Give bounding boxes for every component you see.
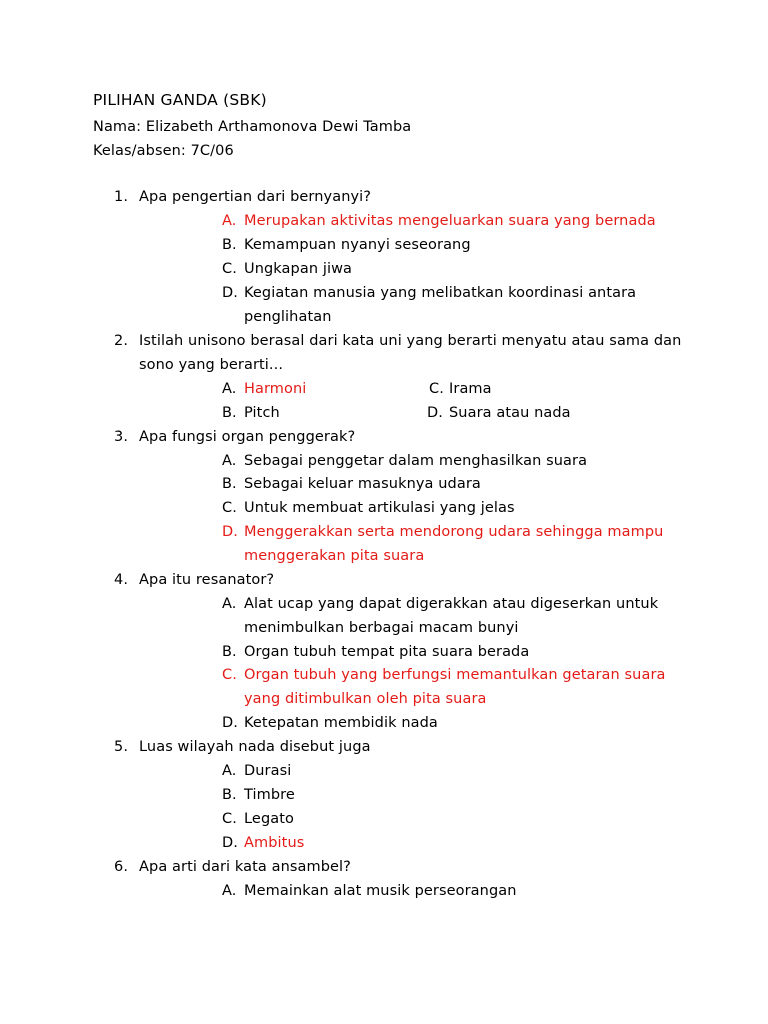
option-letter: A. xyxy=(222,213,237,229)
option-letter: B. xyxy=(222,476,237,492)
option-letter: A. xyxy=(222,381,237,397)
question-number: 3. xyxy=(114,429,129,445)
option-text: Sebagai penggetar dalam menghasilkan suara xyxy=(244,453,588,469)
option-letter: B. xyxy=(222,644,237,660)
option-text: Untuk membuat artikulasi yang jelas xyxy=(244,500,515,516)
option-letter: C. xyxy=(222,500,237,516)
option-letter: A. xyxy=(222,596,237,612)
option-text: Timbre xyxy=(244,787,295,803)
option-letter: D. xyxy=(222,835,238,851)
option-text-continued: penglihatan xyxy=(244,309,332,325)
student-class: Kelas/absen: 7C/06 xyxy=(93,143,234,159)
option-letter: B. xyxy=(222,237,237,253)
option-text-correct: Menggerakkan serta mendorong udara sehingga mampu xyxy=(244,524,664,540)
question-text: Apa pengertian dari bernyanyi? xyxy=(139,189,372,205)
option-letter: C. xyxy=(429,381,444,397)
option-letter: C. xyxy=(222,667,237,683)
option-text: Kemampuan nyanyi seseorang xyxy=(244,237,471,253)
question-text: Istilah unisono berasal dari kata uni yang berarti menyatu atau sama dan xyxy=(139,333,682,349)
question-number: 6. xyxy=(114,859,129,875)
question-number: 2. xyxy=(114,333,129,349)
question-text: Apa fungsi organ penggerak? xyxy=(139,429,356,445)
option-text: Pitch xyxy=(244,405,280,421)
option-text: Suara atau nada xyxy=(449,405,571,421)
student-name: Nama: Elizabeth Arthamonova Dewi Tamba xyxy=(93,119,412,135)
option-text-correct: Organ tubuh yang berfungsi memantulkan getaran suara xyxy=(244,667,666,683)
option-text: Irama xyxy=(449,381,492,397)
option-text-correct: Ambitus xyxy=(244,835,305,851)
option-letter: C. xyxy=(222,261,237,277)
option-text: Kegiatan manusia yang melibatkan koordinasi antara xyxy=(244,285,637,301)
question-text-continued: sono yang berarti... xyxy=(139,357,284,373)
option-text: Legato xyxy=(244,811,294,827)
option-text: Alat ucap yang dapat digerakkan atau digeserkan untuk xyxy=(244,596,659,612)
option-text-continued: menimbulkan berbagai macam bunyi xyxy=(244,620,519,636)
question-text: Luas wilayah nada disebut juga xyxy=(139,739,371,755)
option-letter: A. xyxy=(222,763,237,779)
option-text: Durasi xyxy=(244,763,292,779)
option-letter: B. xyxy=(222,405,237,421)
doc-title: PILIHAN GANDA (SBK) xyxy=(93,91,267,109)
option-letter: D. xyxy=(222,715,238,731)
option-text: Ungkapan jiwa xyxy=(244,261,353,277)
option-text-continued: menggerakan pita suara xyxy=(244,548,425,564)
option-letter: D. xyxy=(427,405,443,421)
question-text: Apa itu resanator? xyxy=(139,572,275,588)
option-letter: A. xyxy=(222,453,237,469)
question-text: Apa arti dari kata ansambel? xyxy=(139,859,351,875)
option-text: Memainkan alat musik perseorangan xyxy=(244,883,517,899)
option-text: Ketepatan membidik nada xyxy=(244,715,438,731)
question-number: 4. xyxy=(114,572,129,588)
option-letter: B. xyxy=(222,787,237,803)
option-text: Sebagai keluar masuknya udara xyxy=(244,476,481,492)
option-text-correct: Merupakan aktivitas mengeluarkan suara yang bernada xyxy=(244,213,656,229)
question-number: 5. xyxy=(114,739,129,755)
option-letter: D. xyxy=(222,285,238,301)
option-letter: C. xyxy=(222,811,237,827)
option-text-continued: yang ditimbulkan oleh pita suara xyxy=(244,691,487,707)
option-letter: D. xyxy=(222,524,238,540)
question-number: 1. xyxy=(114,189,129,205)
option-text-correct: Harmoni xyxy=(244,381,307,397)
option-letter: A. xyxy=(222,883,237,899)
option-text: Organ tubuh tempat pita suara berada xyxy=(244,644,530,660)
